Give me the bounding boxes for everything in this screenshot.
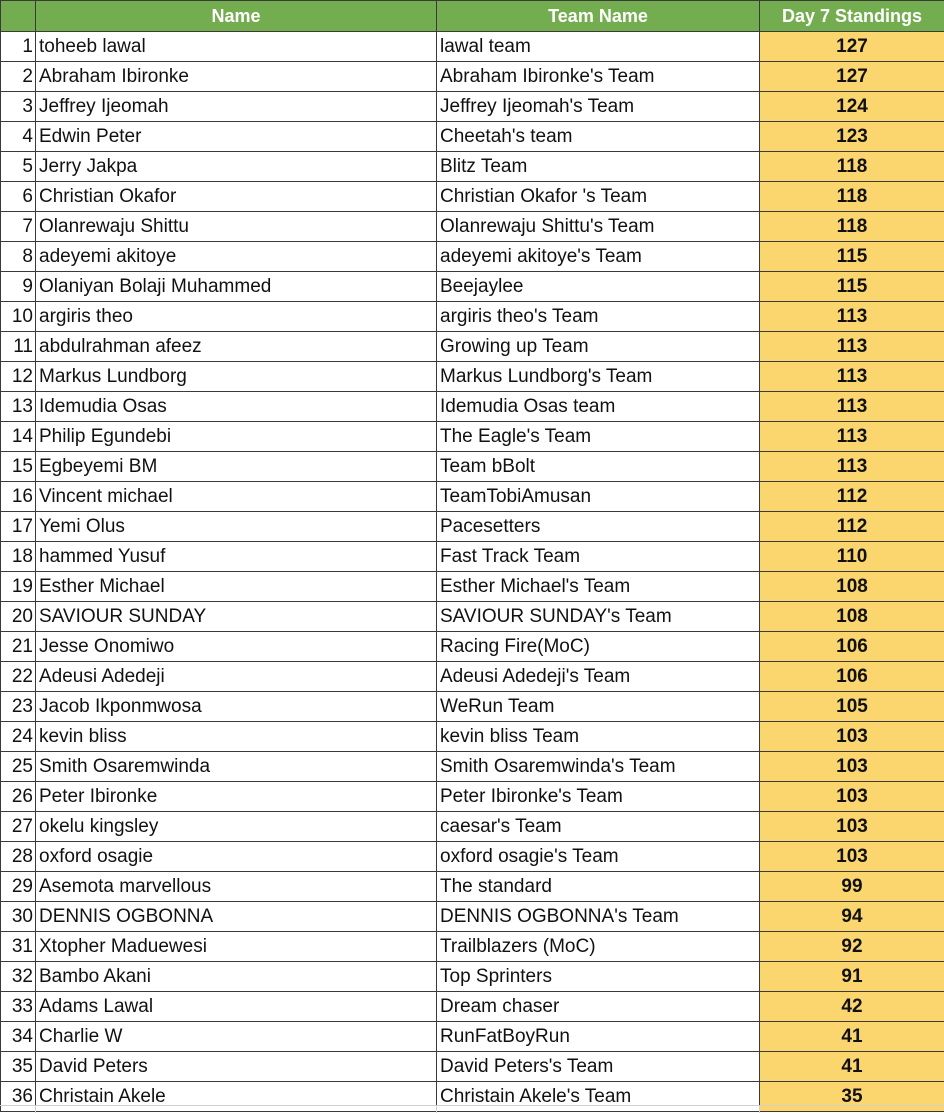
name-cell[interactable]: adeyemi akitoye bbox=[36, 242, 437, 272]
name-cell[interactable]: Vincent michael bbox=[36, 482, 437, 512]
team-name-cell[interactable]: Blitz Team bbox=[437, 152, 760, 182]
row-number-cell[interactable]: 7 bbox=[1, 212, 36, 242]
row-number-cell[interactable]: 29 bbox=[1, 872, 36, 902]
table-row[interactable] bbox=[1, 362, 944, 392]
standings-cell[interactable]: 118 bbox=[760, 182, 944, 212]
team-name-cell[interactable]: Adeusi Adedeji's Team bbox=[437, 662, 760, 692]
row-number-cell[interactable]: 16 bbox=[1, 482, 36, 512]
name-cell[interactable]: oxford osagie bbox=[36, 842, 437, 872]
row-number-cell[interactable]: 36 bbox=[1, 1082, 36, 1112]
table-row[interactable] bbox=[1, 602, 944, 632]
team-name-cell[interactable]: argiris theo's Team bbox=[437, 302, 760, 332]
row-number-cell[interactable]: 32 bbox=[1, 962, 36, 992]
name-cell[interactable]: Bambo Akani bbox=[36, 962, 437, 992]
standings-cell[interactable]: 118 bbox=[760, 212, 944, 242]
standings-cell[interactable]: 106 bbox=[760, 662, 944, 692]
row-number-cell[interactable]: 18 bbox=[1, 542, 36, 572]
standings-column-header[interactable]: Day 7 Standings bbox=[760, 1, 944, 32]
row-number-cell[interactable]: 5 bbox=[1, 152, 36, 182]
team-name-cell[interactable]: Growing up Team bbox=[437, 332, 760, 362]
table-row[interactable] bbox=[1, 542, 944, 572]
standings-cell[interactable]: 92 bbox=[760, 932, 944, 962]
name-cell[interactable]: Edwin Peter bbox=[36, 122, 437, 152]
row-number-cell[interactable]: 3 bbox=[1, 92, 36, 122]
name-cell[interactable]: Esther Michael bbox=[36, 572, 437, 602]
table-row[interactable] bbox=[1, 662, 944, 692]
standings-cell[interactable]: 113 bbox=[760, 422, 944, 452]
standings-cell[interactable]: 42 bbox=[760, 992, 944, 1022]
table-row[interactable] bbox=[1, 902, 944, 932]
team-name-cell[interactable]: Peter Ibironke's Team bbox=[437, 782, 760, 812]
standings-cell[interactable]: 113 bbox=[760, 332, 944, 362]
team-name-cell[interactable]: lawal team bbox=[437, 32, 760, 62]
name-cell[interactable]: hammed Yusuf bbox=[36, 542, 437, 572]
team-name-cell[interactable]: Cheetah's team bbox=[437, 122, 760, 152]
team-name-cell[interactable]: Trailblazers (MoC) bbox=[437, 932, 760, 962]
row-number-cell[interactable]: 15 bbox=[1, 452, 36, 482]
team-name-cell[interactable]: Abraham Ibironke's Team bbox=[437, 62, 760, 92]
team-name-cell[interactable]: TeamTobiAmusan bbox=[437, 482, 760, 512]
name-cell[interactable]: Egbeyemi BM bbox=[36, 452, 437, 482]
team-name-cell[interactable]: RunFatBoyRun bbox=[437, 1022, 760, 1052]
standings-cell[interactable]: 94 bbox=[760, 902, 944, 932]
row-number-cell[interactable]: 17 bbox=[1, 512, 36, 542]
name-cell[interactable]: Idemudia Osas bbox=[36, 392, 437, 422]
row-number-cell[interactable]: 35 bbox=[1, 1052, 36, 1082]
standings-cell[interactable]: 41 bbox=[760, 1022, 944, 1052]
name-cell[interactable]: Smith Osaremwinda bbox=[36, 752, 437, 782]
standings-cell[interactable]: 103 bbox=[760, 812, 944, 842]
row-number-cell[interactable]: 4 bbox=[1, 122, 36, 152]
table-row[interactable] bbox=[1, 812, 944, 842]
row-number-cell[interactable]: 34 bbox=[1, 1022, 36, 1052]
row-number-cell[interactable]: 14 bbox=[1, 422, 36, 452]
standings-cell[interactable]: 99 bbox=[760, 872, 944, 902]
team-name-column-header[interactable]: Team Name bbox=[437, 1, 760, 32]
row-number-cell[interactable]: 31 bbox=[1, 932, 36, 962]
name-cell[interactable]: DENNIS OGBONNA bbox=[36, 902, 437, 932]
standings-cell[interactable]: 112 bbox=[760, 482, 944, 512]
table-row[interactable] bbox=[1, 122, 944, 152]
team-name-cell[interactable]: Top Sprinters bbox=[437, 962, 760, 992]
table-row[interactable] bbox=[1, 452, 944, 482]
team-name-cell[interactable]: SAVIOUR SUNDAY's Team bbox=[437, 602, 760, 632]
standings-cell[interactable]: 103 bbox=[760, 752, 944, 782]
row-number-cell[interactable]: 30 bbox=[1, 902, 36, 932]
standings-cell[interactable]: 106 bbox=[760, 632, 944, 662]
row-number-cell[interactable]: 19 bbox=[1, 572, 36, 602]
table-header bbox=[1, 1, 944, 32]
team-name-cell[interactable]: Beejaylee bbox=[437, 272, 760, 302]
table-row[interactable] bbox=[1, 992, 944, 1022]
standings-cell[interactable]: 103 bbox=[760, 722, 944, 752]
table-row[interactable] bbox=[1, 182, 944, 212]
name-cell[interactable]: Jesse Onomiwo bbox=[36, 632, 437, 662]
name-cell[interactable]: Abraham Ibironke bbox=[36, 62, 437, 92]
team-name-cell[interactable]: Christian Okafor 's Team bbox=[437, 182, 760, 212]
standings-cell[interactable]: 113 bbox=[760, 392, 944, 422]
name-cell[interactable]: Christian Okafor bbox=[36, 182, 437, 212]
row-number-cell[interactable]: 9 bbox=[1, 272, 36, 302]
table-row[interactable] bbox=[1, 512, 944, 542]
table-row[interactable] bbox=[1, 332, 944, 362]
name-cell[interactable]: Yemi Olus bbox=[36, 512, 437, 542]
row-number-cell[interactable]: 23 bbox=[1, 692, 36, 722]
standings-cell[interactable]: 108 bbox=[760, 602, 944, 632]
team-name-cell[interactable]: Pacesetters bbox=[437, 512, 760, 542]
team-name-cell[interactable]: Racing Fire(MoC) bbox=[437, 632, 760, 662]
name-cell[interactable]: Xtopher Maduewesi bbox=[36, 932, 437, 962]
header-row bbox=[1, 1, 944, 32]
standings-cell[interactable]: 35 bbox=[760, 1082, 944, 1112]
standings-cell[interactable]: 112 bbox=[760, 512, 944, 542]
name-cell[interactable]: Olanrewaju Shittu bbox=[36, 212, 437, 242]
table-row[interactable] bbox=[1, 302, 944, 332]
team-name-cell[interactable]: The Eagle's Team bbox=[437, 422, 760, 452]
table-row[interactable] bbox=[1, 1052, 944, 1082]
row-number-cell[interactable]: 24 bbox=[1, 722, 36, 752]
standings-cell[interactable]: 127 bbox=[760, 62, 944, 92]
name-cell[interactable]: Asemota marvellous bbox=[36, 872, 437, 902]
table-row[interactable] bbox=[1, 422, 944, 452]
table-row[interactable] bbox=[1, 62, 944, 92]
name-cell[interactable]: toheeb lawal bbox=[36, 32, 437, 62]
table-row[interactable] bbox=[1, 392, 944, 422]
row-number-cell[interactable]: 10 bbox=[1, 302, 36, 332]
standings-cell[interactable]: 124 bbox=[760, 92, 944, 122]
row-number-cell[interactable]: 21 bbox=[1, 632, 36, 662]
team-name-cell[interactable]: Jeffrey Ijeomah's Team bbox=[437, 92, 760, 122]
team-name-cell[interactable]: kevin bliss Team bbox=[437, 722, 760, 752]
standings-cell[interactable]: 123 bbox=[760, 122, 944, 152]
table-row[interactable] bbox=[1, 212, 944, 242]
row-number-cell[interactable]: 8 bbox=[1, 242, 36, 272]
team-name-cell[interactable]: caesar's Team bbox=[437, 812, 760, 842]
row-number-cell[interactable]: 28 bbox=[1, 842, 36, 872]
row-number-cell[interactable]: 1 bbox=[1, 32, 36, 62]
row-number-cell[interactable]: 20 bbox=[1, 602, 36, 632]
table-row[interactable] bbox=[1, 962, 944, 992]
standings-cell[interactable]: 113 bbox=[760, 452, 944, 482]
standings-cell[interactable]: 127 bbox=[760, 32, 944, 62]
table-row[interactable] bbox=[1, 482, 944, 512]
table-row[interactable] bbox=[1, 272, 944, 302]
name-cell[interactable]: Jerry Jakpa bbox=[36, 152, 437, 182]
name-cell[interactable]: Jeffrey Ijeomah bbox=[36, 92, 437, 122]
team-name-cell[interactable]: The standard bbox=[437, 872, 760, 902]
name-cell[interactable]: Charlie W bbox=[36, 1022, 437, 1052]
row-number-cell[interactable]: 25 bbox=[1, 752, 36, 782]
row-number-cell[interactable]: 13 bbox=[1, 392, 36, 422]
standings-cell[interactable]: 110 bbox=[760, 542, 944, 572]
standings-cell[interactable]: 115 bbox=[760, 242, 944, 272]
table-row[interactable] bbox=[1, 32, 944, 62]
team-name-cell[interactable]: David Peters's Team bbox=[437, 1052, 760, 1082]
name-cell[interactable]: Philip Egundebi bbox=[36, 422, 437, 452]
name-cell[interactable]: Adams Lawal bbox=[36, 992, 437, 1022]
table-row[interactable] bbox=[1, 692, 944, 722]
team-name-cell[interactable]: Olanrewaju Shittu's Team bbox=[437, 212, 760, 242]
table-row[interactable] bbox=[1, 632, 944, 662]
row-number-cell[interactable]: 6 bbox=[1, 182, 36, 212]
name-cell[interactable]: argiris theo bbox=[36, 302, 437, 332]
standings-cell[interactable]: 103 bbox=[760, 842, 944, 872]
row-number-cell[interactable]: 12 bbox=[1, 362, 36, 392]
row-number-cell[interactable]: 2 bbox=[1, 62, 36, 92]
row-number-cell[interactable]: 11 bbox=[1, 332, 36, 362]
standings-cell[interactable]: 115 bbox=[760, 272, 944, 302]
standings-cell[interactable]: 91 bbox=[760, 962, 944, 992]
standings-cell[interactable]: 113 bbox=[760, 362, 944, 392]
team-name-cell[interactable]: Team bBolt bbox=[437, 452, 760, 482]
name-cell[interactable]: Peter Ibironke bbox=[36, 782, 437, 812]
team-name-cell[interactable]: oxford osagie's Team bbox=[437, 842, 760, 872]
name-cell[interactable]: kevin bliss bbox=[36, 722, 437, 752]
row-number-cell[interactable]: 33 bbox=[1, 992, 36, 1022]
team-name-cell[interactable]: adeyemi akitoye's Team bbox=[437, 242, 760, 272]
table-row[interactable] bbox=[1, 1022, 944, 1052]
standings-cell[interactable]: 113 bbox=[760, 302, 944, 332]
table-row[interactable] bbox=[1, 932, 944, 962]
team-name-cell[interactable]: Smith Osaremwinda's Team bbox=[437, 752, 760, 782]
name-cell[interactable]: abdulrahman afeez bbox=[36, 332, 437, 362]
row-number-cell[interactable]: 27 bbox=[1, 812, 36, 842]
team-name-cell[interactable]: Dream chaser bbox=[437, 992, 760, 1022]
name-cell[interactable]: Olaniyan Bolaji Muhammed bbox=[36, 272, 437, 302]
team-name-cell[interactable]: Fast Track Team bbox=[437, 542, 760, 572]
table-row[interactable] bbox=[1, 872, 944, 902]
name-cell[interactable]: Jacob Ikponmwosa bbox=[36, 692, 437, 722]
name-cell[interactable]: Christain Akele bbox=[36, 1082, 437, 1112]
table-row[interactable] bbox=[1, 782, 944, 812]
table-row[interactable] bbox=[1, 752, 944, 782]
standings-cell[interactable]: 41 bbox=[760, 1052, 944, 1082]
name-cell[interactable]: SAVIOUR SUNDAY bbox=[36, 602, 437, 632]
table-row[interactable] bbox=[1, 242, 944, 272]
name-cell[interactable]: okelu kingsley bbox=[36, 812, 437, 842]
team-name-cell[interactable]: Idemudia Osas team bbox=[437, 392, 760, 422]
name-column-header[interactable]: Name bbox=[36, 1, 437, 32]
table-row[interactable] bbox=[1, 92, 944, 122]
standings-cell[interactable]: 103 bbox=[760, 782, 944, 812]
name-cell[interactable]: Adeusi Adedeji bbox=[36, 662, 437, 692]
row-number-cell[interactable]: 22 bbox=[1, 662, 36, 692]
name-cell[interactable]: Markus Lundborg bbox=[36, 362, 437, 392]
standings-cell[interactable]: 105 bbox=[760, 692, 944, 722]
name-cell[interactable]: David Peters bbox=[36, 1052, 437, 1082]
team-name-cell[interactable]: Christain Akele's Team bbox=[437, 1082, 760, 1112]
standings-cell[interactable]: 118 bbox=[760, 152, 944, 182]
team-name-cell[interactable]: WeRun Team bbox=[437, 692, 760, 722]
row-number-header[interactable] bbox=[1, 1, 36, 32]
team-name-cell[interactable]: Esther Michael's Team bbox=[437, 572, 760, 602]
row-number-cell[interactable]: 26 bbox=[1, 782, 36, 812]
team-name-cell[interactable]: DENNIS OGBONNA's Team bbox=[437, 902, 760, 932]
standings-cell[interactable]: 108 bbox=[760, 572, 944, 602]
table-body bbox=[1, 32, 944, 1112]
table-row[interactable] bbox=[1, 572, 944, 602]
table-row[interactable] bbox=[1, 722, 944, 752]
table-row[interactable] bbox=[1, 842, 944, 872]
table-row[interactable] bbox=[1, 152, 944, 182]
team-name-cell[interactable]: Markus Lundborg's Team bbox=[437, 362, 760, 392]
